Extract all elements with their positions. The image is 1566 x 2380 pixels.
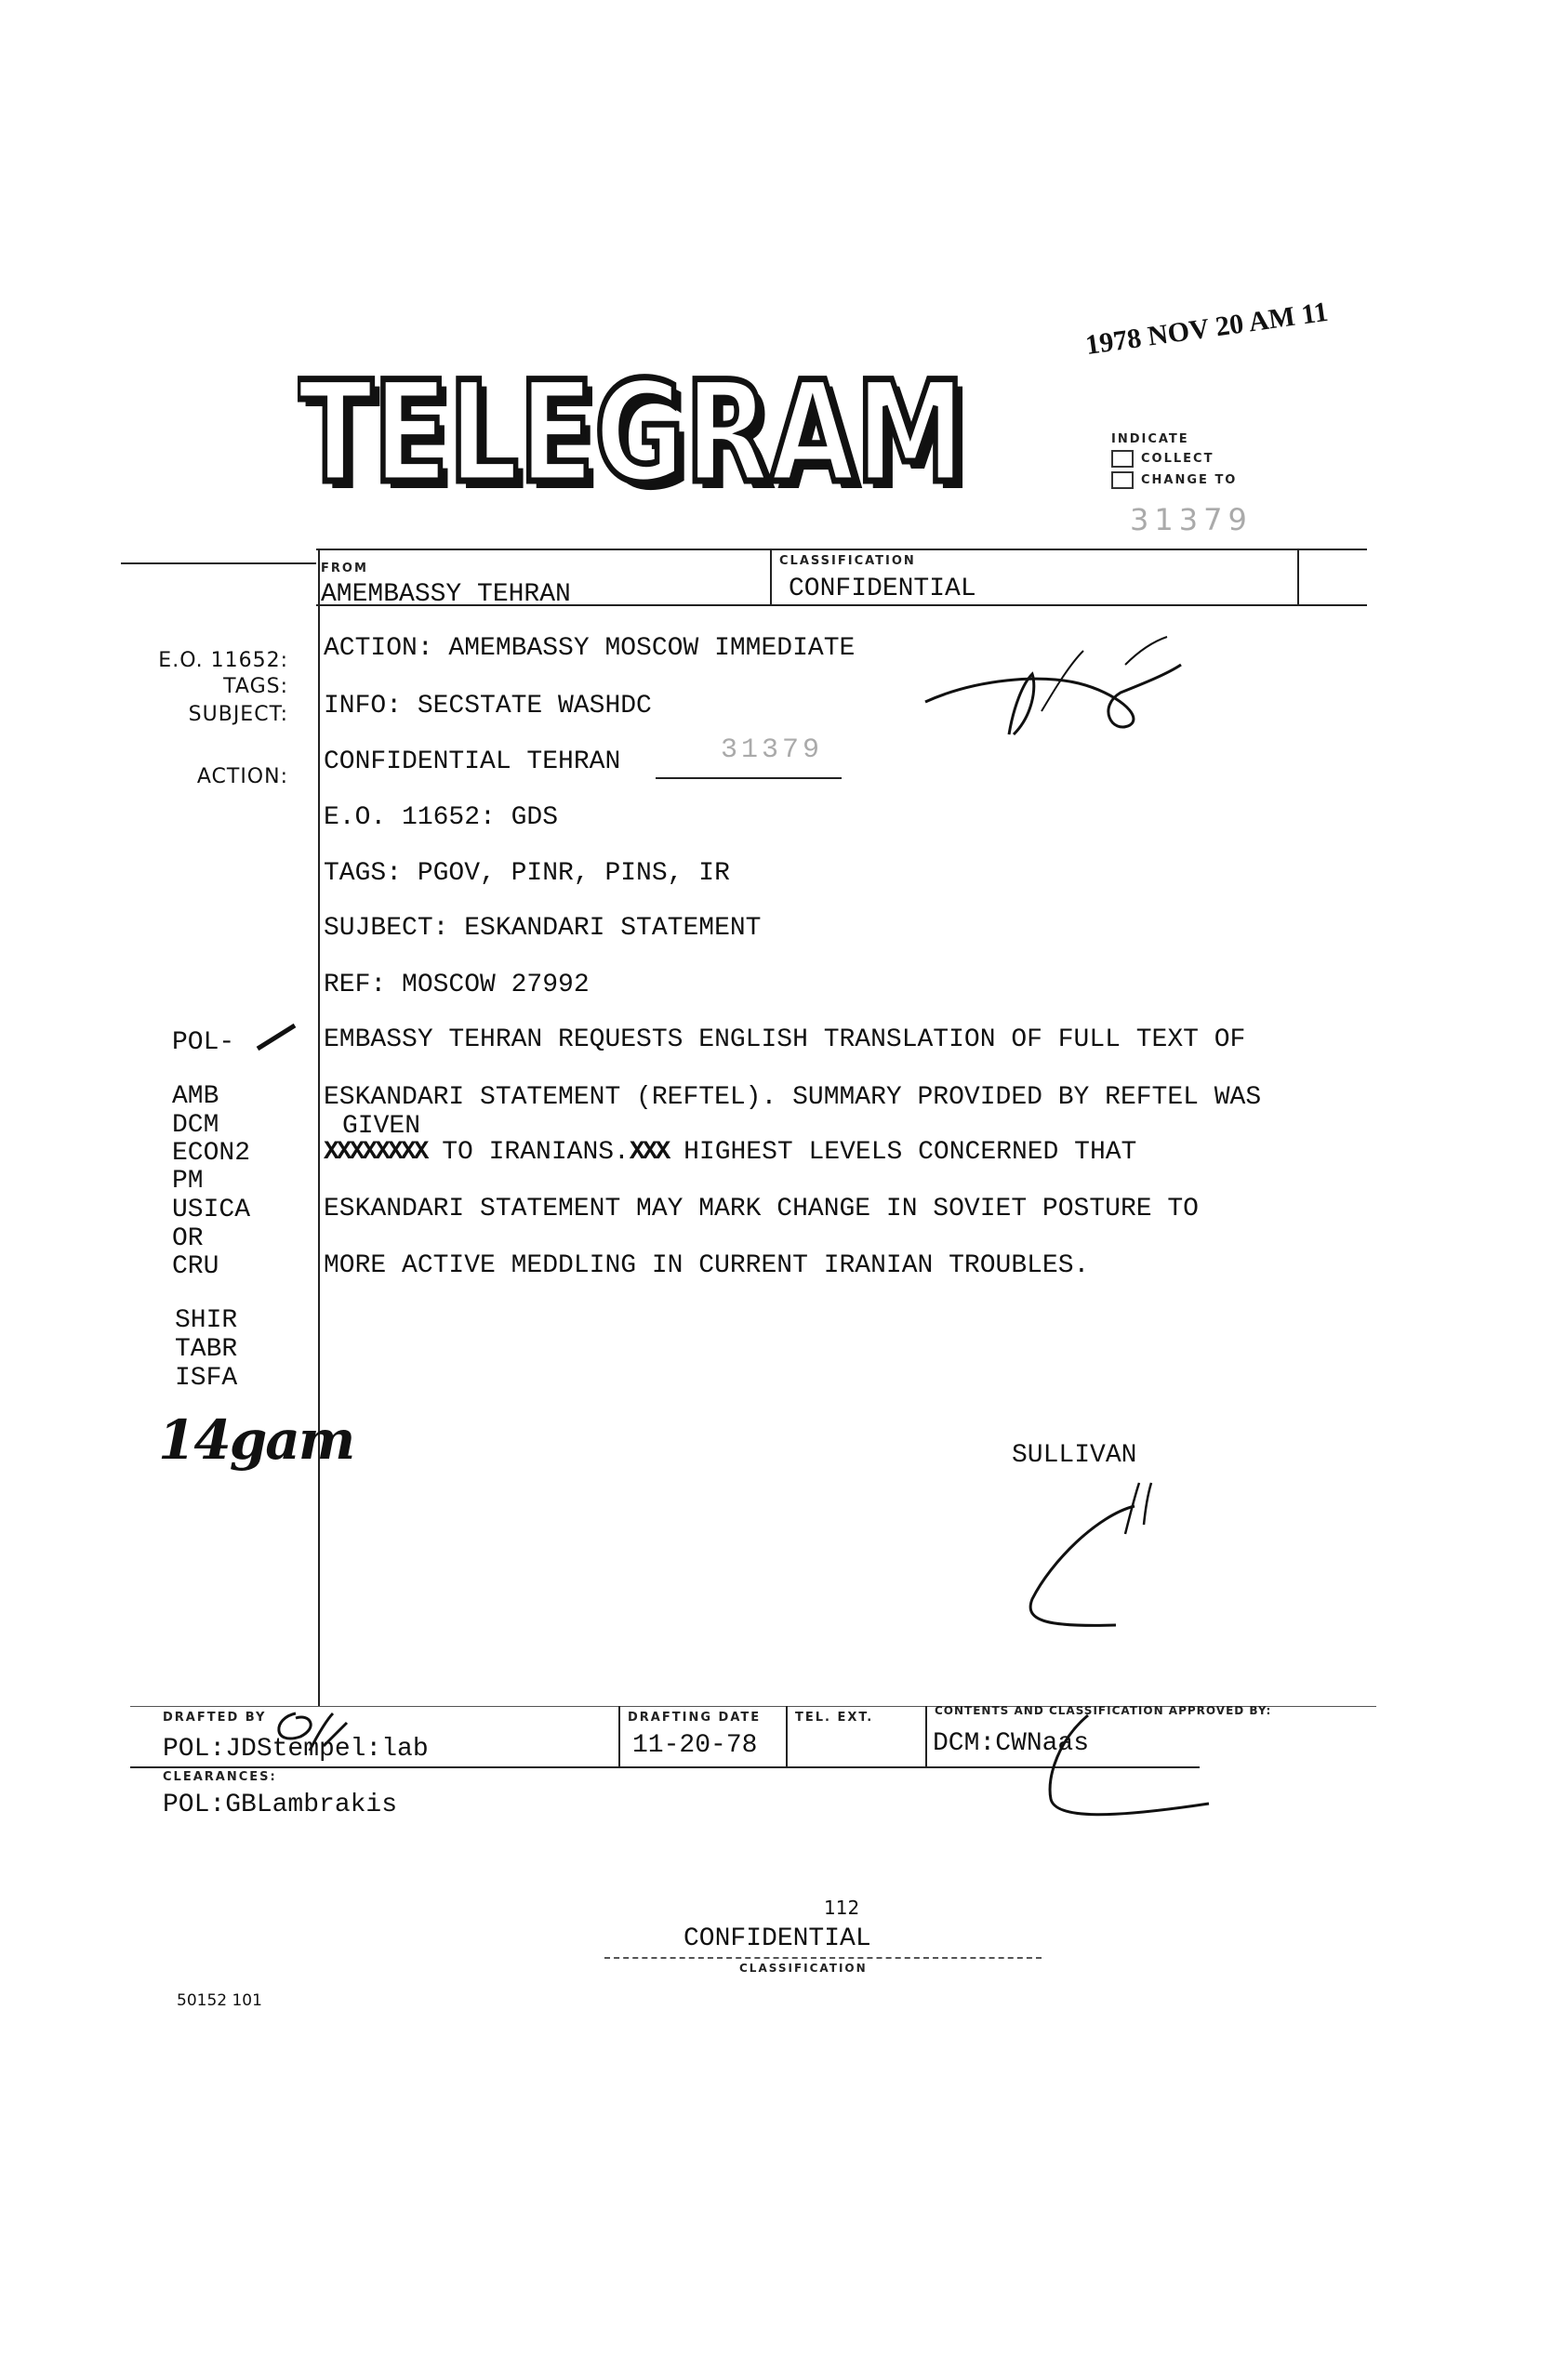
handwritten-signature-main [1014, 1478, 1181, 1636]
footer-divider-2 [786, 1706, 788, 1766]
distribution-pm: PM [172, 1167, 204, 1196]
distribution-usica: USICA [172, 1196, 251, 1224]
box-right-edge [1297, 549, 1299, 606]
indicate-label: INDICATE [1111, 432, 1189, 446]
message-number-stamp: 31379 [1130, 502, 1253, 537]
body-line-3-part-a: TO IRANIANS. [426, 1138, 630, 1167]
from-value: AMEMBASSY TEHRAN [321, 580, 571, 609]
classification-value: CONFIDENTIAL [789, 575, 976, 603]
drafted-by-label: DRAFTED BY [163, 1711, 267, 1725]
classification-label: CLASSIFICATION [779, 554, 916, 568]
body-line-2: ESKANDARI STATEMENT (REFTEL). SUMMARY PROVIDED BY REFTEL WAS [324, 1083, 1262, 1112]
eo-label: E.O. 11652: [158, 649, 288, 672]
from-label: FROM [321, 562, 368, 575]
ref-line: REF: MOSCOW 27992 [324, 971, 590, 999]
bottom-classification-label: CLASSIFICATION [739, 1962, 868, 1975]
left-margin-rule [318, 549, 320, 1706]
action-label: ACTION: [196, 765, 288, 788]
footer-divider-3 [925, 1706, 927, 1766]
telegram-title-logo [298, 367, 986, 497]
post-isfa: ISFA [175, 1364, 238, 1393]
approver-signature [1032, 1711, 1218, 1831]
telegram-title: TELEGRAM [298, 367, 965, 497]
clearances-label: CLEARANCES: [163, 1770, 277, 1784]
collect-checkbox[interactable] [1111, 450, 1134, 468]
struck-text-2: XXX [629, 1138, 669, 1167]
distribution-econ2: ECON2 [172, 1139, 251, 1168]
received-date-stamp: 1978 NOV 20 AM 11 [1083, 296, 1331, 362]
body-line-1: EMBASSY TEHRAN REQUESTS ENGLISH TRANSLATION OF FULL TEXT OF [324, 1025, 1246, 1054]
body-line-5: MORE ACTIVE MEDDLING IN CURRENT IRANIAN TROUBLES. [324, 1251, 1090, 1280]
handwritten-initials-top [921, 632, 1190, 753]
drafted-by-value: POL:JDStempel:lab [163, 1735, 429, 1764]
header-rule-top [316, 549, 1367, 550]
subject-label: SUBJECT: [188, 703, 288, 726]
body-line-3 [324, 1138, 1136, 1167]
contents-approved-label: CONTENTS AND CLASSIFICATION APPROVED BY: [935, 1704, 1272, 1717]
pol-check-mark [253, 1021, 299, 1058]
drafter-initials [268, 1709, 352, 1755]
distribution-cru: CRU [172, 1252, 219, 1281]
tags-label: TAGS: [223, 675, 288, 698]
subject-line: SUJBECT: ESKANDARI STATEMENT [324, 914, 762, 943]
change-to-option[interactable] [1111, 471, 1237, 489]
contents-approved-value: DCM:CWNaas [933, 1729, 1090, 1758]
footer-divider-1 [618, 1706, 620, 1766]
bottom-classification: CONFIDENTIAL [683, 1924, 871, 1953]
tel-ext-label: TEL. EXT. [795, 1711, 874, 1725]
signature-name: SULLIVAN [1012, 1441, 1137, 1470]
collect-option[interactable] [1111, 450, 1214, 468]
body-line-4: ESKANDARI STATEMENT MAY MARK CHANGE IN SOVIET POSTURE TO [324, 1195, 1199, 1223]
box-divider [770, 549, 772, 606]
change-to-checkbox[interactable] [1111, 471, 1134, 489]
handwritten-distribution-note: 14gam [158, 1408, 354, 1472]
collect-label: COLLECT [1141, 452, 1214, 466]
distribution-or: OR [172, 1224, 204, 1253]
drafting-date-label: DRAFTING DATE [628, 1711, 762, 1725]
body-line-3-part-b: HIGHEST LEVELS CONCERNED THAT [668, 1138, 1137, 1167]
change-to-label: CHANGE TO [1141, 473, 1238, 487]
post-shir: SHIR [175, 1306, 238, 1335]
action-line: ACTION: AMEMBASSY MOSCOW IMMEDIATE [324, 634, 856, 663]
drafting-date-value: 11-20-78 [632, 1731, 758, 1760]
distribution-pol: POL- [172, 1028, 235, 1057]
post-tabr: TABR [175, 1335, 238, 1364]
number-underline [656, 777, 842, 779]
eo-line: E.O. 11652: GDS [324, 803, 559, 832]
info-line: INFO: SECSTATE WASHDC [324, 692, 652, 721]
struck-text: XXXXXXXX [324, 1138, 427, 1167]
confidential-tehran-number: 31379 [721, 734, 824, 766]
clearances-value: POL:GBLambrakis [163, 1791, 398, 1819]
distribution-dcm: DCM [172, 1111, 219, 1140]
telegram-title-shadow: TELEGRAM [305, 367, 973, 497]
bottom-classification-rule [604, 1957, 1042, 1959]
page-number: 112 [824, 1897, 860, 1919]
tags-line: TAGS: PGOV, PINR, PINS, IR [324, 859, 730, 888]
form-number: 50152 101 [177, 1991, 262, 2010]
header-rule-left [121, 562, 316, 564]
confidential-tehran-line: CONFIDENTIAL TEHRAN [324, 747, 621, 776]
body-insertion: GIVEN [342, 1112, 421, 1141]
distribution-amb: AMB [172, 1082, 219, 1111]
